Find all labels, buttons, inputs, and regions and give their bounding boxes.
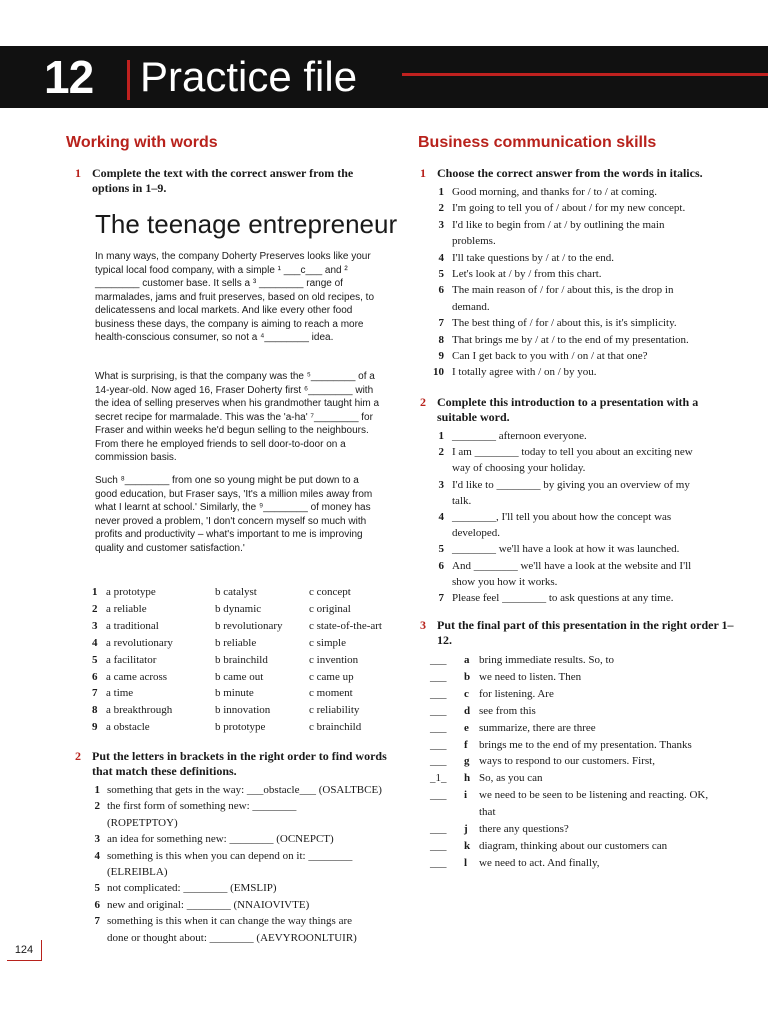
option-a: a revolutionary	[106, 636, 173, 649]
item-number: 1	[438, 186, 444, 198]
item-number: 5	[438, 543, 444, 556]
article-paragraph: Such ⁸________ from one so young might be put down to a good education, but Fraser says, 'It's a million miles away from what I learnt at school.' Similarly, the ⁹________ of money has never proved a problem, 'I don't concern myself so much with profits and productivity – what's important to me is improving quality and customer satisfaction.'	[95, 475, 373, 554]
answer-blank[interactable]: ___	[430, 687, 447, 700]
item-number: 7	[438, 317, 444, 330]
instruction-text: Choose the correct answer from the words in italics.	[437, 166, 703, 180]
item-number: 7	[438, 592, 444, 604]
option-number: 7	[92, 687, 98, 700]
chapter-title: Practice file	[140, 53, 358, 100]
item-text: we need to act. And finally,	[479, 856, 600, 869]
option-row	[92, 603, 412, 619]
exercise-number: 1	[420, 166, 426, 180]
exercise-number: 2	[420, 395, 426, 409]
option-number: 5	[92, 653, 98, 666]
answer-blank[interactable]: ___	[430, 670, 447, 683]
answer-blank[interactable]: ___	[430, 704, 447, 717]
option-row	[92, 637, 412, 653]
page-number: 124	[7, 940, 42, 961]
item-number: 4	[94, 849, 100, 862]
item-number: 2	[94, 800, 100, 813]
answer-blank[interactable]: ___	[430, 654, 447, 666]
instruction-text: Complete this introduction to a presentation with a suitable word.	[437, 395, 699, 424]
option-number: 1	[92, 586, 98, 598]
item-text: The main reason of / for / about this, is the drop in	[452, 284, 674, 297]
exercise-number: 3	[420, 618, 426, 632]
section-title-working-with-words: Working with words	[66, 134, 218, 151]
item-text: I'd like to begin from / at / by outlining the main	[452, 218, 665, 231]
item-text: And ________ we'll have a look at the website and I'll	[452, 559, 692, 572]
item-text: we need to listen. Then	[479, 670, 582, 683]
item-number: 5	[94, 882, 100, 895]
item-text: the first form of something new: ________	[107, 800, 297, 813]
option-b: b prototype	[215, 721, 266, 734]
option-a: a breakthrough	[106, 704, 173, 717]
exercise-1-instruction	[75, 166, 384, 196]
instruction-text: Complete the text with the correct answer from the options in 1–9.	[92, 166, 354, 195]
item-text: That brings me by / at / to the end of my presentation.	[452, 333, 689, 346]
item-text: ________ afternoon everyone.	[452, 430, 587, 442]
item-letter: b	[464, 670, 471, 683]
answer-blank[interactable]: ___	[430, 721, 447, 734]
option-b: b reliable	[215, 636, 257, 649]
option-b: b innovation	[215, 704, 271, 717]
option-number: 6	[92, 670, 98, 683]
item-text: something is this when you can depend on it: ________	[107, 849, 353, 862]
item-text: demand.	[452, 300, 490, 313]
option-b: b minute	[215, 687, 254, 700]
item-text: ________, I'll tell you about how the concept was	[452, 511, 672, 523]
option-c: c simple	[309, 636, 346, 649]
option-c: c reliability	[309, 704, 360, 717]
item-number: 9	[438, 350, 444, 362]
option-c: c state-of-the-art	[309, 619, 382, 632]
answer-blank[interactable]: ___	[430, 839, 447, 852]
item-letter: l	[464, 856, 468, 869]
article-title: The teenage entrepreneur	[95, 209, 398, 239]
item-text: done or thought about: ________ (AEVYROONLTUIR)	[107, 931, 357, 944]
item-number: 4	[438, 251, 444, 264]
option-number: 3	[92, 619, 98, 632]
item-text: (ELREIBLA)	[107, 865, 168, 878]
item-number: 2	[438, 202, 444, 215]
item-text: ________ we'll have a look at how it was launched.	[452, 543, 680, 556]
item-letter: f	[464, 738, 468, 751]
item-text: (ROPETPTOY)	[107, 816, 178, 829]
item-text: bring immediate results. So, to	[479, 654, 615, 666]
option-row	[92, 620, 412, 636]
item-text: problems.	[452, 235, 496, 248]
answer-blank[interactable]: ___	[430, 823, 447, 835]
option-row	[92, 671, 412, 687]
item-number: 6	[438, 284, 444, 297]
option-b: b catalyst	[215, 586, 257, 598]
item-text: I'll take questions by / at / to the end.	[452, 251, 615, 264]
option-b: b came out	[215, 670, 264, 683]
item-text: Let's look at / by / from this chart.	[452, 268, 602, 280]
option-c: c invention	[309, 653, 359, 666]
option-number: 4	[92, 636, 98, 649]
item-text: summarize, there are three	[479, 721, 596, 734]
item-number: 2	[438, 446, 444, 459]
item-text: developed.	[452, 527, 500, 540]
exercise-3-instruction	[420, 618, 737, 648]
item-text: something that gets in the way: ___obstacle___ (OSALTBCE)	[107, 784, 382, 796]
item-text: I'd like to ________ by giving you an overview of my	[452, 478, 690, 491]
option-c: c came up	[309, 670, 354, 683]
item-text: something is this when it can change the way things are	[107, 915, 352, 928]
option-row	[92, 704, 412, 720]
item-text: Good morning, and thanks for / to / at coming.	[452, 186, 657, 198]
option-c: c brainchild	[309, 721, 362, 734]
item-letter: c	[464, 687, 469, 700]
item-text: I'm going to tell you of / about / for my new concept.	[452, 202, 686, 215]
option-number: 9	[92, 721, 98, 734]
item-text: Can I get back to you with / on / at that one?	[452, 350, 648, 362]
option-a: a obstacle	[106, 721, 150, 734]
item-text: The best thing of / for / about this, is it's simplicity.	[452, 317, 677, 330]
exercise-number: 2	[75, 749, 81, 763]
instruction-text: Put the letters in brackets in the right order to find words that match these definitions.	[92, 749, 387, 778]
item-number: 3	[94, 833, 100, 846]
item-text: for listening. Are	[479, 687, 554, 700]
item-letter: k	[464, 839, 471, 852]
item-text: talk.	[452, 494, 472, 507]
item-letter: a	[464, 654, 470, 666]
item-number: 7	[94, 915, 100, 928]
option-a: a time	[106, 687, 134, 700]
chapter-header	[0, 46, 768, 108]
item-text: I am ________ today to tell you about an exciting new	[452, 446, 693, 459]
item-number: 10	[433, 366, 444, 379]
item-text: I totally agree with / on / by you.	[452, 366, 597, 379]
item-number: 3	[438, 218, 444, 231]
instruction-text: Put the final part of this presentation in the right order 1–12.	[437, 618, 734, 647]
item-text: we need to be seen to be listening and reacting. OK,	[479, 789, 709, 802]
header-rule	[402, 73, 768, 76]
header-separator	[127, 60, 130, 100]
exercise-2-instruction	[75, 749, 387, 779]
option-a: a traditional	[106, 619, 159, 632]
option-b: b brainchild	[215, 653, 268, 666]
answer-blank[interactable]: ___	[430, 789, 447, 802]
option-c: c original	[309, 602, 351, 615]
option-row	[92, 721, 412, 737]
item-text: see from this	[479, 704, 536, 717]
exercise-number: 1	[75, 166, 81, 180]
item-letter: d	[464, 704, 471, 717]
item-number: 3	[438, 478, 444, 491]
item-text: there any questions?	[479, 823, 569, 835]
item-number: 5	[438, 268, 444, 280]
item-text: ways to respond to our customers. First,	[479, 755, 655, 768]
option-c: c concept	[309, 586, 351, 598]
option-b: b revolutionary	[215, 619, 283, 632]
answer-blank[interactable]: ___	[430, 755, 447, 768]
option-c: c moment	[309, 687, 353, 700]
article-paragraph: What is surprising, is that the company was the ⁵________ of a 14-year-old. Now aged 16, Fraser Doherty first ⁶________ with the idea of selling preserves when his grandmother taught him a secret recipe for marmalade. This was the 'a-ha' ⁷________ for Fraser and within weeks he'd begun selling to the neighbours. From there he employed friends to sell door-to-door on a commission basis.	[95, 371, 380, 463]
item-letter: e	[464, 721, 469, 734]
option-number: 2	[92, 602, 98, 615]
item-number: 6	[438, 559, 444, 572]
option-a: a facilitator	[106, 653, 157, 666]
option-b: b dynamic	[215, 602, 262, 615]
item-number: 1	[94, 784, 100, 796]
item-text: new and original: ________ (NNAIOVIVTE)	[107, 898, 310, 911]
chapter-number: 12	[44, 51, 94, 103]
item-text: brings me to the end of my presentation. Thanks	[479, 738, 692, 751]
option-a: a came across	[106, 670, 168, 683]
answer-blank[interactable]: ___	[430, 856, 447, 869]
item-text: diagram, thinking about our customers can	[479, 839, 668, 852]
item-number: 1	[438, 430, 444, 442]
article-paragraph: In many ways, the company Doherty Preserves looks like your typical local food company, with a simple ¹ ___c___ and ² ________ customer base. It sells a ³ ________ range of marmalades, jams and fruit preserves, based on old recipes, to delicatessens and local markets. And like every other food business these days, the company is aiming to reach a more health-conscious consumer, so not a ⁴________ idea.	[95, 251, 375, 343]
item-text: not complicated: ________ (EMSLIP)	[107, 882, 277, 895]
answer-blank[interactable]: ___	[430, 738, 447, 751]
item-letter: j	[464, 823, 468, 835]
exercise-1-instruction	[420, 166, 737, 181]
exercise-2-instruction	[420, 395, 737, 425]
section-title-business-communication: Business communication skills	[418, 134, 657, 151]
item-letter: g	[464, 755, 470, 768]
option-row	[92, 687, 412, 703]
item-text: Please feel ________ to ask questions at any time.	[452, 592, 674, 604]
item-letter: h	[464, 772, 471, 785]
item-number: 4	[438, 511, 444, 523]
item-text: that	[479, 806, 496, 819]
item-text: way of choosing your holiday.	[452, 462, 586, 475]
item-letter: i	[464, 789, 468, 802]
answer-blank[interactable]: _1_	[430, 772, 447, 785]
option-a: a prototype	[106, 586, 156, 598]
option-a: a reliable	[106, 602, 147, 615]
item-number: 6	[94, 898, 100, 911]
option-number: 8	[92, 704, 98, 717]
option-row	[92, 654, 412, 670]
item-number: 8	[438, 333, 444, 346]
option-row	[92, 586, 412, 602]
item-text: So, as you can	[479, 772, 543, 785]
item-text: show you how it works.	[452, 575, 558, 588]
item-text: an idea for something new: ________ (OCNEPCT)	[107, 833, 334, 846]
